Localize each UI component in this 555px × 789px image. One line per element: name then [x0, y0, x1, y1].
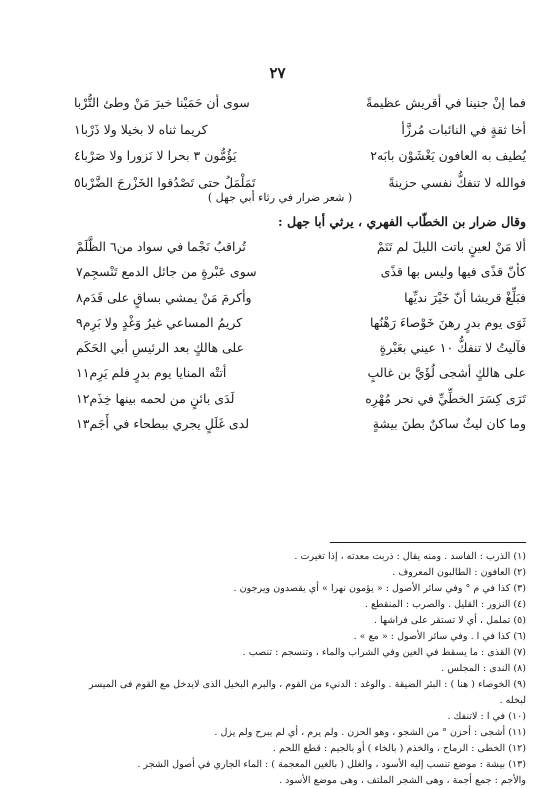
verse-line	[76, 335, 526, 360]
verse-first-hemistich: يُطيف به العافون يَغْشَوْن بابَه٢	[370, 148, 526, 163]
verse-line	[76, 234, 526, 259]
footnote: (١١) أشجى : أحزن ° من الشجو ، وهو الحزن . ولم يرم ، أي لم يبرح ولم يزل .	[214, 727, 526, 738]
footnote: (٨) الندى : المجلس .	[441, 663, 526, 674]
section-caption: ( شعر ضرار في رثاء أبي جهل )	[207, 191, 353, 204]
verse-second-hemistich: سوى عَبْرةٍ من جائل الدمع تَنْسجِم٧	[76, 264, 257, 280]
footnote-continuation: والأجم : جمع أجمة ، وهى الشجر الملتف ، وهى موضع الأسود .	[279, 775, 526, 786]
footnote: (١٢) الخطى : الرماح ، والخذم ( بالخاء ) أو بالجيم : قطع اللحم .	[272, 743, 526, 754]
verse-first-hemistich: فبَلِّغْ قريشا أنّ خَيْرَ نديِّها	[404, 289, 526, 305]
verse-line	[76, 386, 526, 411]
page-number: ٢٧	[269, 64, 286, 82]
footnote: (٩) الخوصاء ( هنا ) : البئر الضيقة . والوغد : الدنيء من القوم ، والبرم البخيل الذى لايدخل مع القوم فى الميسر لبخله .	[88, 679, 526, 706]
verse-second-hemistich: لدى غَلَلٍ يجري ببطحاء في أَجَم١٣	[76, 416, 250, 432]
footnote: (١٣) بيشة : موضع تنسب إليه الأسود ، والغلل ( بالغين المعجمة ) : الماء الجاري في أصول الشجر .	[137, 759, 526, 770]
footnotes	[74, 549, 526, 789]
verse-first-hemistich: فآليتُ لا تنفكُّ ١٠ عيني بعَبْرةٍ	[379, 340, 526, 356]
verse-first-hemistich: ألا مَنْ لعينٍ باتت الليلَ لم تَنَمْ	[376, 239, 526, 254]
verse-line	[76, 411, 526, 436]
verse-line	[74, 143, 526, 170]
verse-line	[76, 310, 526, 335]
verse-first-hemistich: تَرَى كِسَرَ الخطِّيِّ في نحر مُهْرِه	[365, 390, 526, 406]
poem-fragment	[74, 90, 526, 196]
verse-first-hemistich: وما كان ليثٌ ساكنٌ بطنَ بيشةٍ	[372, 416, 526, 432]
footnote: (٦) كذا في ا . وفي سائر الأصول : « مع » .	[353, 631, 526, 642]
verse-line	[76, 360, 526, 385]
verse-second-hemistich: كريما ثناه لا بخيلا ولا ذَرْبا١	[74, 121, 208, 137]
verse-second-hemistich: أتتْه المنايا يوم بدرٍ فلم يَرِم١١	[76, 365, 227, 381]
verse-first-hemistich: على هالكٍ أشجى لُؤَيَّ بن غالبٍ	[367, 365, 526, 381]
verse-line	[74, 117, 526, 144]
footnote-separator	[330, 542, 526, 543]
verse-second-hemistich: لَدَى بائنٍ من لحمه بينها خِذَم١٢	[76, 390, 235, 406]
verse-first-hemistich: فوالله لا تنفكُّ نفسي حزينةً	[388, 174, 526, 190]
verse-line	[76, 285, 526, 310]
verse-second-hemistich: سوى أن حَمَيْنا خيرَ مَنْ وطئ التُّرْبا	[74, 95, 250, 110]
verse-line	[76, 259, 526, 284]
verse-second-hemistich: يَؤُمُّون ٣ بحرا لا نَزورا ولا صَرْبا٤	[74, 148, 237, 163]
verse-second-hemistich: تَمَلْمَلُ حتى تَصْدُقوا الخَزْرجَ الضَّرْبا٥	[74, 174, 256, 190]
verse-line	[74, 90, 526, 117]
verse-second-hemistich: كريمُ المساعي غيرُ وَغْدٍ ولا بَرِم٩	[76, 314, 243, 330]
verse-first-hemistich: كأنّ قذًى فيها وليس بها قذًى	[380, 264, 526, 280]
footnote: (١) الذرب : الفاسد . ومنه يقال : ذربت معدته ، إذا تغيرت .	[294, 551, 526, 562]
verse-second-hemistich: تُراقبُ نَجْما في سواد من٦ الظَّلَمْ	[76, 239, 246, 254]
footnote: (١٠) في ا : لاتنفك .	[447, 711, 526, 722]
verse-first-hemistich: أخا ثقةٍ في النائبات مُرزَّأ	[401, 121, 526, 137]
elegy-poem	[76, 234, 526, 436]
poem-intro: وقال ضرار بن الخطّاب الفهري ، يرثي أبا جهل :	[278, 214, 526, 229]
footnote: (٤) النزور : القليل . والصرب : المنقطع .	[364, 599, 526, 610]
verse-first-hemistich: ثَوَى يوم بدرٍ رهنَ خَوْصاءَ رَهْنُها	[370, 314, 526, 330]
verse-first-hemistich: فما إنْ جنينا في أقريش عظيمةً	[366, 95, 526, 110]
footnote: (٧) القذى : ما يسقط في العين وفي الشراب والماء ، وتنسجم : تنصب .	[242, 647, 526, 658]
verse-second-hemistich: وأكرمَ مَنْ يمشي بساقٍ على قَدَم٨	[76, 289, 252, 305]
verse-second-hemistich: على هالكٍ بعد الرئيسِ أبي الحَكَم	[76, 340, 245, 356]
footnote: (٢) العافون : الطالبون المعروف .	[392, 567, 526, 578]
footnote: (٣) كذا في م ° وفي سائر الأصول : « يؤمون نهرا » أي يقصدون ويرجون .	[233, 583, 526, 594]
footnote: (٥) تململ ، أي لا تستقر على فراشها .	[373, 615, 526, 626]
